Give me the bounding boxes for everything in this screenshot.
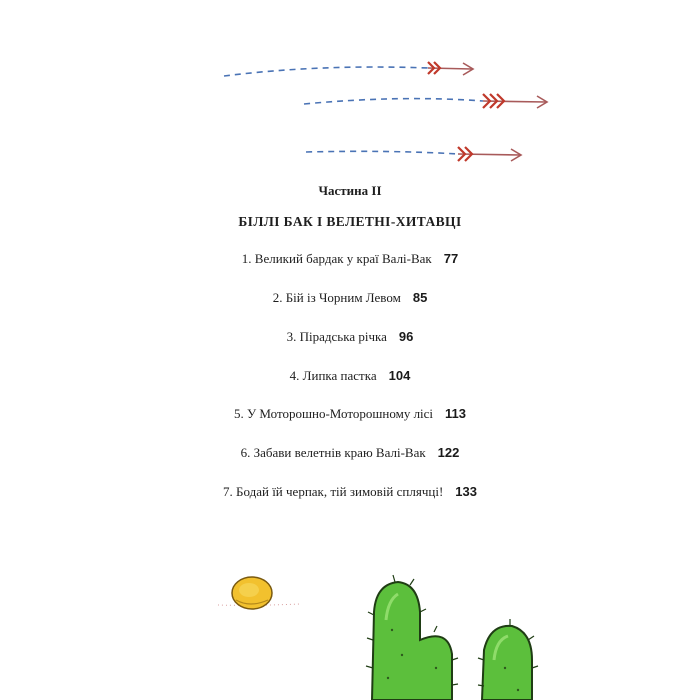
toc-entry-5[interactable] bbox=[0, 405, 700, 423]
toc-entry-2[interactable] bbox=[0, 289, 700, 307]
toc-entry-title: 6. Забави велетнів краю Валі-Вак bbox=[240, 445, 426, 460]
toc-entry-title: 4. Липка пастка bbox=[289, 368, 377, 383]
toc-entry-page: 104 bbox=[388, 368, 411, 383]
toc-entry-title: 7. Бодай їй черпак, тій зимовій сплячці! bbox=[223, 484, 444, 499]
toc-entry-3[interactable] bbox=[0, 328, 700, 346]
toc-entry-1[interactable] bbox=[0, 250, 700, 268]
toc-entry-title: 3. Пірадська річка bbox=[286, 329, 387, 344]
toc-entry-title: 1. Великий бардак у краї Валі-Вак bbox=[241, 251, 432, 266]
toc-entry-page: 113 bbox=[445, 406, 467, 421]
toc-entry-title: 2. Бій із Чорним Левом bbox=[272, 290, 401, 305]
toc-entry-page: 77 bbox=[443, 251, 459, 266]
toc-entry-7[interactable] bbox=[0, 483, 700, 501]
part-title: БІЛЛІ БАК І ВЕЛЕТНІ-ХИТАВЦІ bbox=[238, 214, 462, 229]
toc-entry-page: 133 bbox=[455, 484, 477, 499]
toc-entry-page: 85 bbox=[412, 290, 428, 305]
toc-entry-6[interactable] bbox=[0, 444, 700, 462]
toc-entry-page: 122 bbox=[437, 445, 460, 460]
toc-entry-title: 5. У Моторошно-Моторошному лісі bbox=[233, 406, 434, 421]
toc-entry-4[interactable] bbox=[0, 367, 700, 385]
toc-entry-page: 96 bbox=[398, 329, 414, 344]
part-label: Частина ІІ bbox=[318, 183, 382, 198]
